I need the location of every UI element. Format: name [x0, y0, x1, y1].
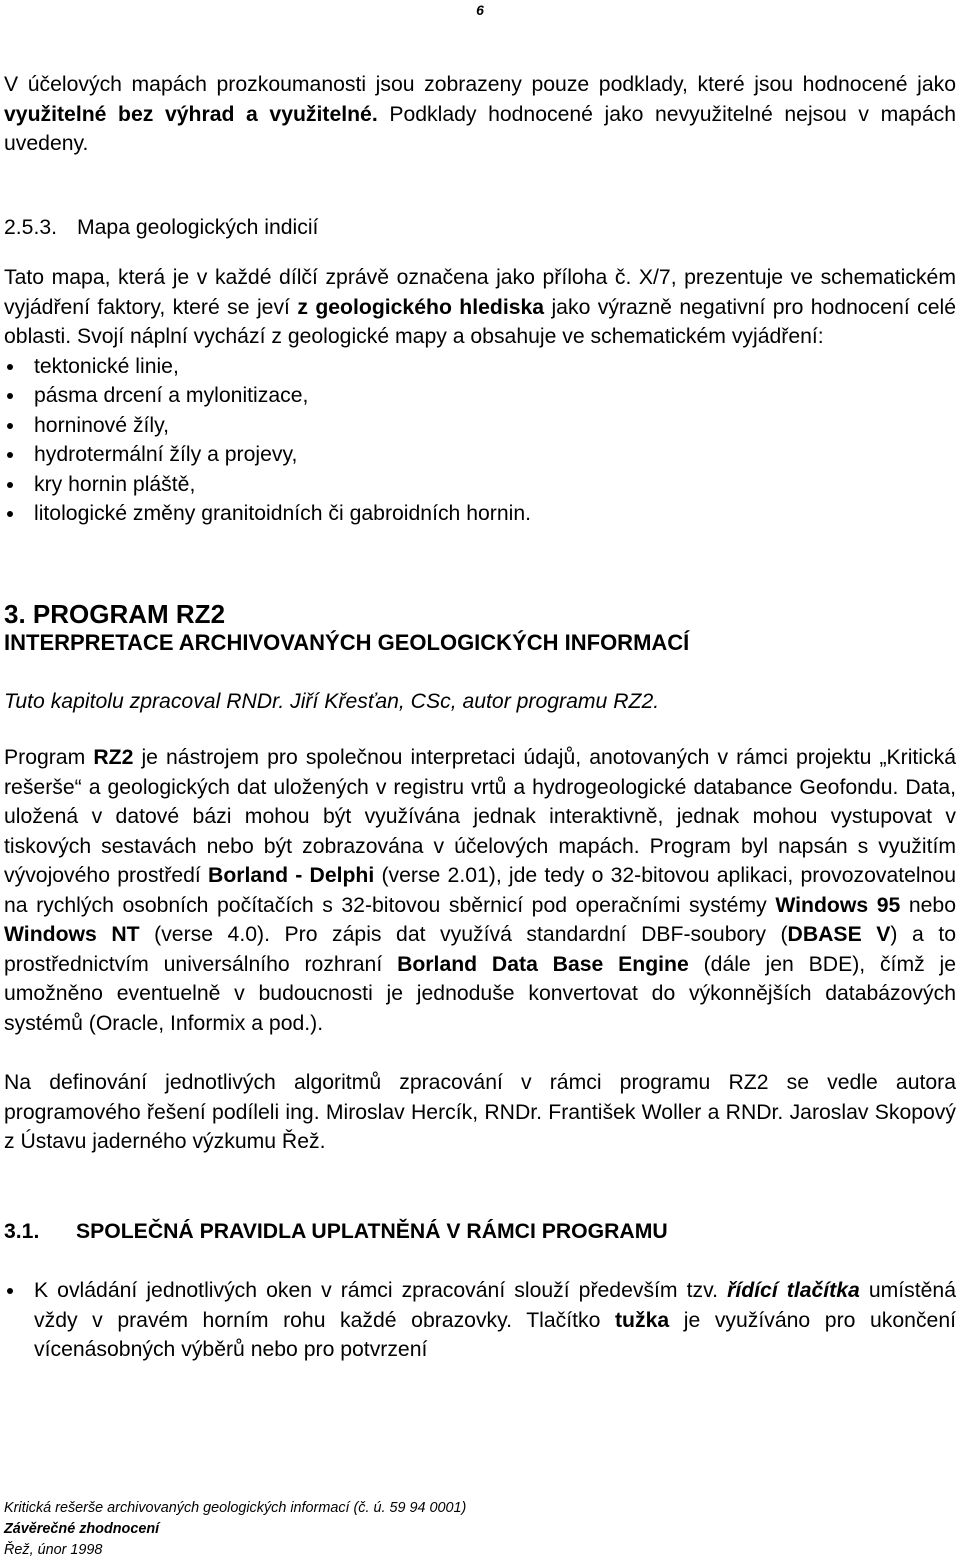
list-item: tektonické linie, [4, 352, 956, 382]
chapter-author: Tuto kapitolu zpracoval RNDr. Jiří Křesťan, CSc, autor programu RZ2. [4, 689, 660, 713]
text-span: jako výrazně negativní pro hodnocení celé oblasti. Svojí náplní vychází z geologické mapy a obsahuje ve schematickém vyjádření: [4, 295, 956, 348]
section-number: 2.5.3. [4, 215, 58, 239]
list-item [4, 1276, 956, 1365]
text-span: K ovládání jednotlivých oken v rámci zpracování slouží především tzv. [34, 1279, 728, 1302]
list-item: pásma drcení a mylonitizace, [4, 381, 956, 411]
footer-line: Kritická rešerše archivovaných geologických informací (č. ú. 59 94 0001) [4, 1500, 467, 1516]
bold-span: z geologického hlediska [297, 295, 545, 319]
indicator-list [4, 352, 956, 529]
text-span: V účelových mapách prozkoumanosti jsou zobrazeny pouze podklady, které jsou hodnocené jako [4, 73, 956, 96]
list-item: horninové žíly, [4, 411, 956, 441]
document-body [4, 70, 956, 1365]
rules-list [4, 1276, 956, 1365]
list-item: kry hornin pláště, [4, 470, 956, 500]
section-heading-2-5-3 [4, 213, 956, 243]
text-span: je nástrojem pro společnou interpretaci údajů, anotovaných v rámci projektu „Kritická rešerše“ a geologických dat uložených v registru vrtů a hydrogeologické databance Geofondu. Data, uložená v datové bázi mohou být využívána jednak interaktivně, jednak mohou vystupovat v tiskových sestavách nebo být zobrazována v účelových mapách. Program byl napsán s využitím vývojového prostředí [4, 746, 956, 887]
page-number: 6 [476, 2, 484, 18]
list-item: hydrotermální žíly a projevy, [4, 440, 956, 470]
bold-span: DBASE V [787, 923, 891, 946]
section-title: Mapa geologických indicií [77, 215, 319, 239]
text-span: umístěná vždy v pravém horním rohu každé obrazovky. Tlačítko [34, 1279, 956, 1332]
section-heading-3-1 [4, 1217, 956, 1247]
footer-line: Řež, únor 1998 [4, 1542, 103, 1558]
text-span: Program [4, 746, 94, 769]
text-span: nebo [900, 893, 956, 917]
text-span: (dále jen BDE), čímž je umožněno eventuelně v budoucnosti je jednoduše konvertovat do výkonnějších databázových systémů (Oracle, Informix a pod.). [4, 952, 957, 1035]
text-span: Podklady hodnocené jako nevyužitelné nejsou v mapách uvedeny. [4, 102, 956, 155]
section-title: SPOLEČNÁ PRAVIDLA UPLATNĚNÁ V RÁMCI PROGRAMU [76, 1219, 668, 1243]
section-number: 3.1. [4, 1219, 40, 1243]
text-span: (verse 2.01), jde tedy o 32-bitovou aplikaci, provozovatelnou na rychlých osobních počítačích s 32-bitovou sběrnicí pod operačními systémy [4, 864, 956, 917]
bold-italic-span: řídící tlačítka [727, 1279, 860, 1302]
paragraph-program [4, 743, 956, 1038]
footer-line: Závěrečné zhodnocení [4, 1521, 160, 1537]
paragraph-contributors: Na definování jednotlivých algoritmů zpracování v rámci programu RZ2 se vedle autora programového řešení podíleli ing. Miroslav Hercík, RNDr. František Woller a RNDr. Jaroslav Skopový z Ústavu jaderného výzkumu Řež. [4, 1071, 956, 1153]
bold-span: Windows 95 [775, 893, 901, 917]
paragraph-intro [4, 70, 956, 159]
bold-span: tužka [615, 1308, 670, 1332]
bold-span: RZ2 [93, 746, 134, 769]
page-footer [4, 1498, 466, 1561]
chapter-subtitle: INTERPRETACE ARCHIVOVANÝCH GEOLOGICKÝCH INFORMACÍ [4, 629, 690, 655]
bold-span: Borland Data Base Engine [397, 952, 689, 976]
text-span: (verse 4.0). Pro zápis dat využívá standardní DBF-soubory ( [139, 923, 788, 946]
list-item: litologické změny granitoidních či gabroidních hornin. [4, 499, 956, 529]
bold-span: Windows NT [4, 923, 140, 946]
text-span: je využíváno pro ukončení vícenásobných výběrů nebo pro potvrzení [34, 1308, 956, 1361]
text-span: Tato mapa, která je v každé dílčí zprávě označena jako příloha č. X/7, prezentuje ve schematickém vyjádření faktory, které se jeví [4, 266, 956, 319]
chapter-title: 3. PROGRAM RZ2 [4, 598, 226, 629]
bold-span: Borland - Delphi [208, 864, 375, 887]
text-span: ) a to prostřednictvím universálního rozhraní [4, 923, 957, 976]
paragraph-map-description [4, 263, 956, 352]
bold-span: využitelné bez výhrad a využitelné. [4, 102, 378, 126]
